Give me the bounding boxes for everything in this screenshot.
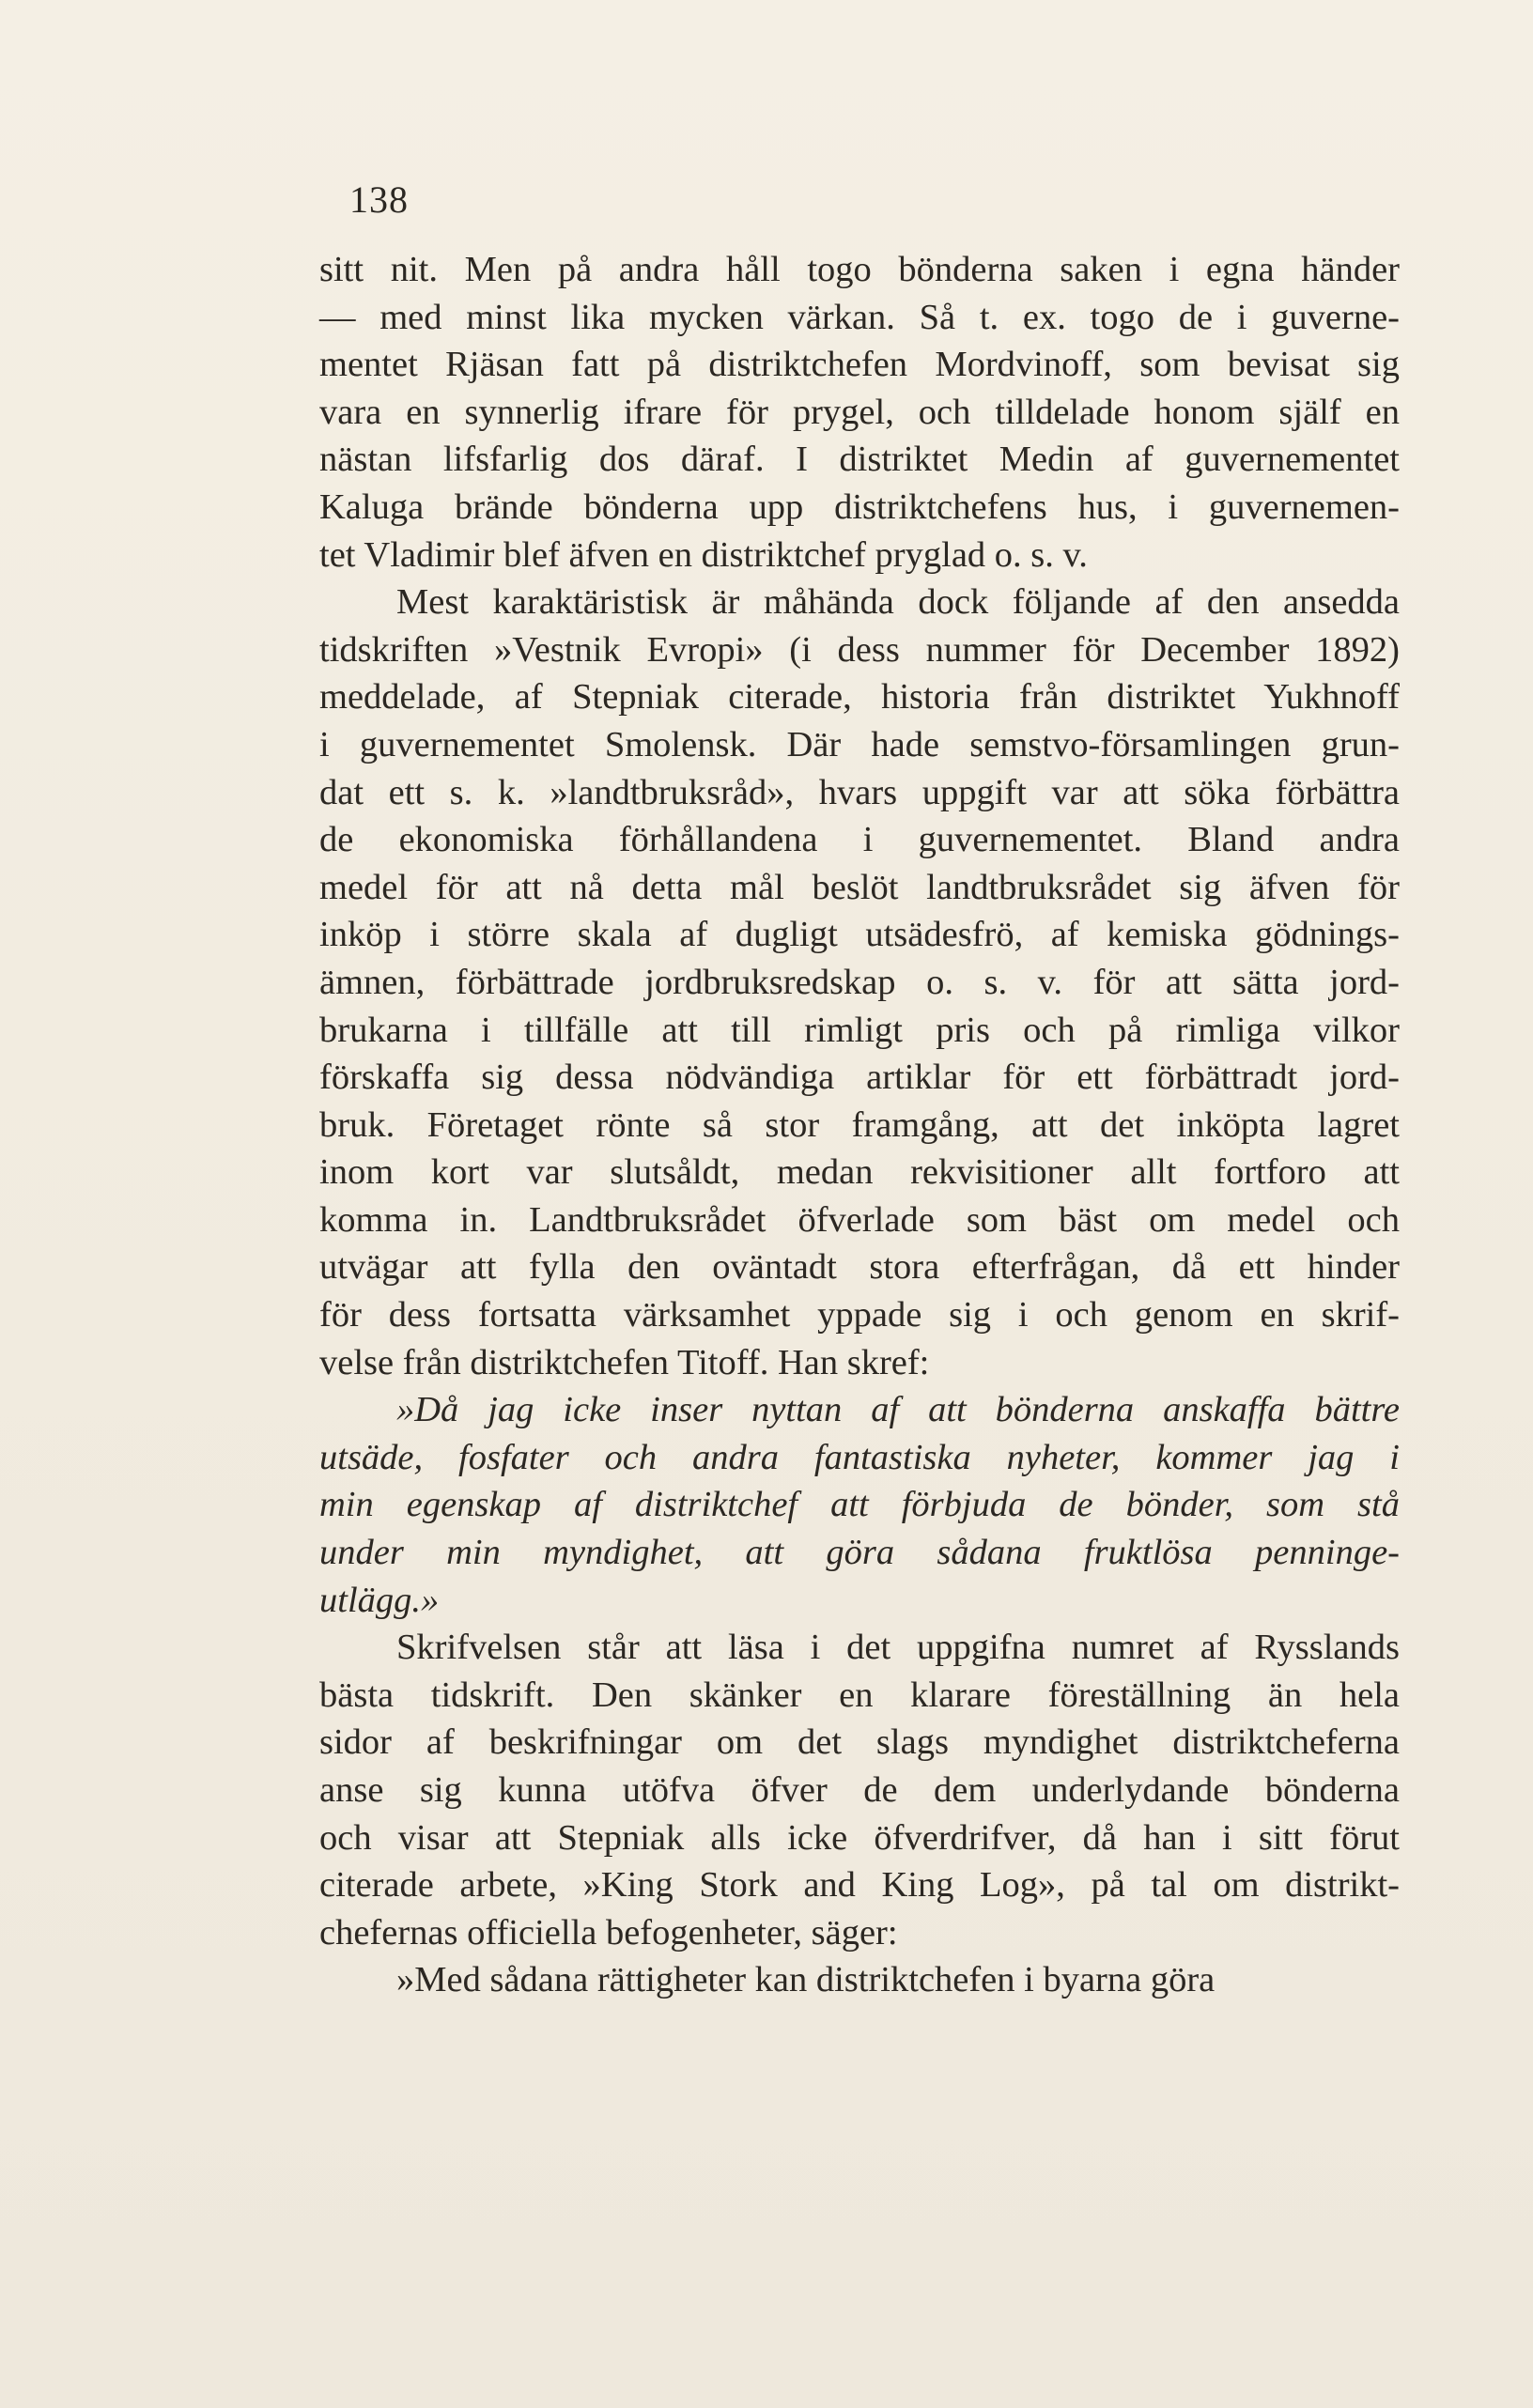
text-line: tet Vladimir blef äfven en distriktchef pryglad o. s. v.	[319, 534, 1088, 575]
text-line: meddelade, af Stepniak citerade, historia från distriktet Yukhnoff	[319, 677, 1400, 718]
page-number: 138	[349, 178, 409, 221]
text-line: min egenskap af distriktchef att förbjuda de bönder, som stå	[319, 1485, 1400, 1525]
text-line: »Med sådana rättigheter kan distriktchefen i byarna göra	[396, 1960, 1216, 2000]
text-line: sitt nit. Men på andra håll togo bönderna saken i egna händer	[319, 250, 1400, 289]
text-line: tidskriften »Vestnik Evropi» (i dess nummer för December 1892)	[319, 629, 1400, 670]
paragraph	[319, 1956, 1400, 2004]
text-line: under min myndighet, att göra sådana fruktlösa penninge-	[319, 1533, 1400, 1573]
text-line: chefernas officiella befogenheter, säger:	[319, 1912, 898, 1953]
text-line: Kaluga brände bönderna upp distriktchefens hus, i guvernemen-	[319, 486, 1400, 527]
text-line: i guvernementet Smolensk. Där hade semstvo-församlingen grun-	[319, 724, 1400, 764]
text-line: nästan lifsfarlig dos däraf. I distriktet Medin af guvernementet	[319, 440, 1400, 480]
text-line: utsäde, fosfater och andra fantastiska nyheter, kommer jag i	[319, 1437, 1400, 1477]
text-line: ämnen, förbättrade jordbruksredskap o. s. v. för att sätta jord-	[319, 962, 1400, 1002]
paragraph	[319, 246, 1400, 579]
text-line: och visar att Stepniak alls icke öfverdrifver, då han i sitt förut	[319, 1817, 1400, 1858]
text-line: anse sig kunna utöfva öfver de dem underlydande bönderna	[319, 1770, 1400, 1810]
text-line: »Då jag icke inser nyttan af att bönderna anskaffa bättre	[396, 1390, 1400, 1430]
text-line: vara en synnerlig ifrare för prygel, och tilldelade honom själf en	[319, 392, 1400, 432]
text-line: sidor af beskrifningar om det slags myndighet distriktcheferna	[319, 1722, 1400, 1763]
text-line: velse från distriktchefen Titoff. Han skref:	[319, 1342, 930, 1382]
text-line: inom kort var slutsåldt, medan rekvisitioner allt fortforo att	[319, 1152, 1400, 1193]
text-line: mentet Rjäsan fatt på distriktchefen Mordvinoff, som bevisat sig	[319, 345, 1400, 385]
text-line: förskaffa sig dessa nödvändiga artiklar för ett förbättradt jord-	[319, 1057, 1400, 1098]
body-text	[319, 246, 1400, 2004]
quote-paragraph	[319, 1386, 1400, 1624]
text-line: — med minst lika mycken värkan. Så t. ex. togo de i guverne-	[319, 297, 1400, 337]
text-line: bästa tidskrift. Den skänker en klarare föreställning än hela	[319, 1675, 1400, 1715]
paragraph	[319, 1624, 1400, 1956]
text-line: utvägar att fylla den oväntadt stora efterfrågan, då ett hinder	[319, 1247, 1400, 1288]
text-line: inköp i större skala af dugligt utsädesfrö, af kemiska gödnings-	[319, 915, 1400, 955]
text-line: dat ett s. k. »landtbruksråd», hvars uppgift var att söka förbättra	[319, 772, 1400, 812]
text-line: utlägg.»	[319, 1580, 440, 1620]
paragraph	[319, 579, 1400, 1386]
text-line: medel för att nå detta mål beslöt landtbruksrådet sig äfven för	[319, 867, 1400, 907]
text-line: komma in. Landtbruksrådet öfverlade som bäst om medel och	[319, 1199, 1400, 1240]
text-line: citerade arbete, »King Stork and King Log», på tal om distrikt-	[319, 1865, 1400, 1906]
text-line: för dess fortsatta värksamhet yppade sig i och genom en skrif-	[319, 1295, 1400, 1335]
text-line: brukarna i tillfälle att till rimligt pris och på rimliga vilkor	[319, 1010, 1400, 1050]
text-line: Mest karaktäristisk är måhända dock följande af den ansedda	[396, 582, 1400, 623]
text-line: Skrifvelsen står att läsa i det uppgifna numret af Rysslands	[396, 1628, 1400, 1668]
text-line: bruk. Företaget rönte så stor framgång, att det inköpta lagret	[319, 1104, 1400, 1145]
text-line: de ekonomiska förhållandena i guvernementet. Bland andra	[319, 820, 1400, 860]
